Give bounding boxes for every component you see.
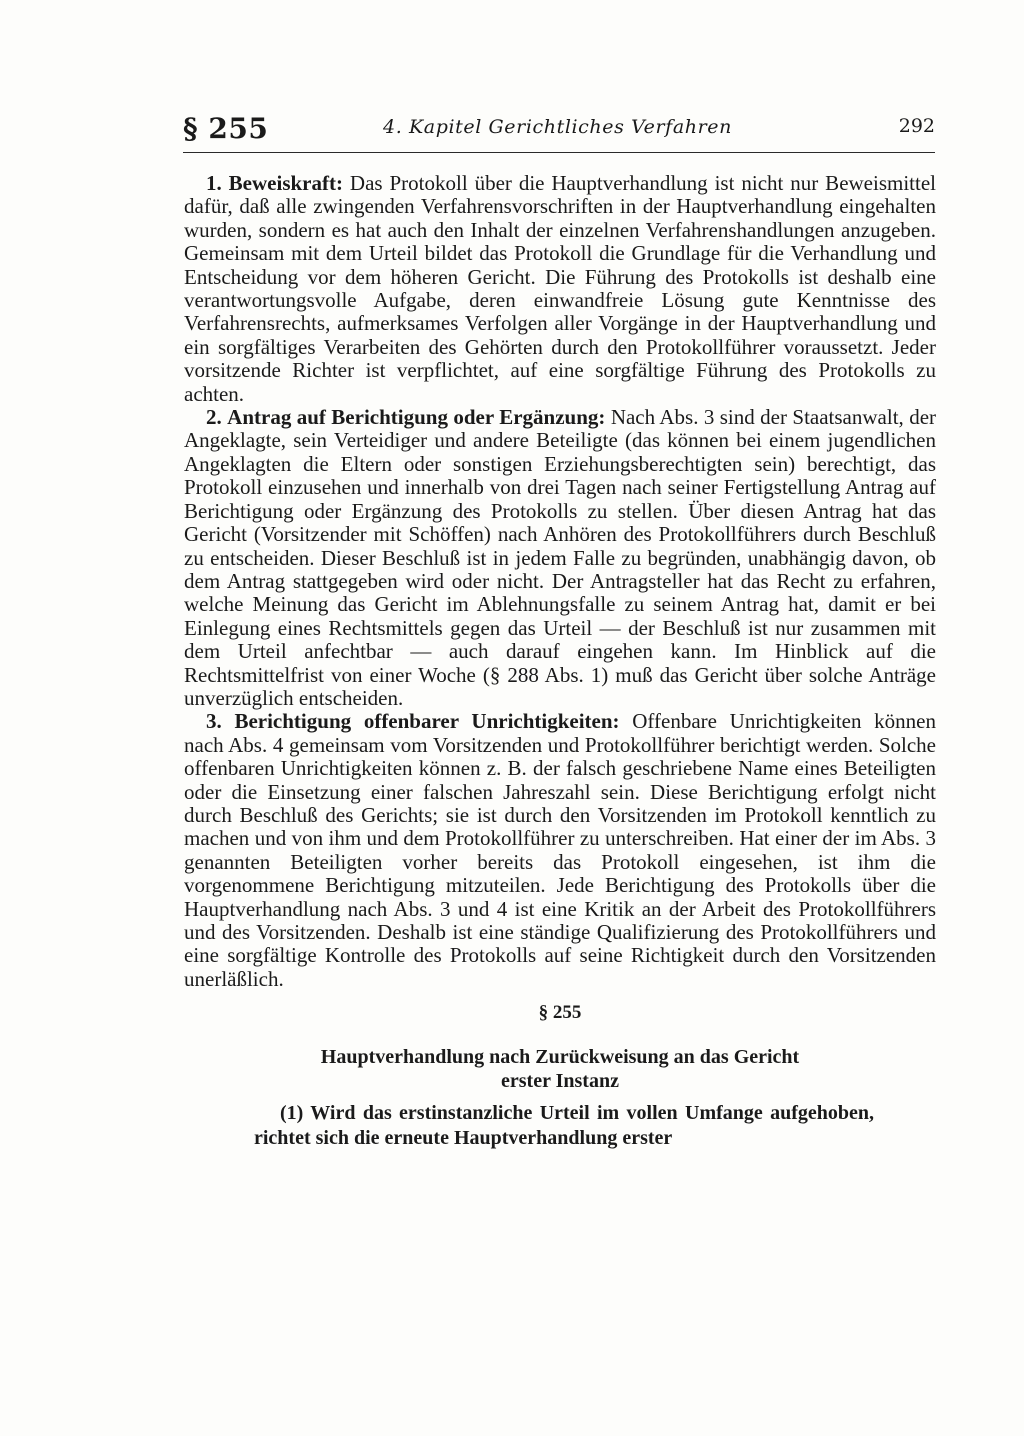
annotation-number: 1. <box>206 171 222 195</box>
section-title-line: erster Instanz <box>501 1069 619 1092</box>
annotation-text: Offenbare Unrichtigkeiten können nach Abs. 4 gemeinsam vom Vorsitzenden und Protokollführer berichtigt werden. Solche offenbaren Unrichtigkeiten können z. B. der falsch geschriebene Name eines Beteiligten oder die Einsetzung einer falschen Jahreszahl sein. Diese Berichtigung erfolgt nicht durch Beschluß des Gerichts; sie ist durch den Vorsitzenden im Protokoll kenntlich zu machen und von ihm und dem Protokollführer zu unterschreiben. Hat einer der im Abs. 3 genannten Beteiligten vorher bereits das Protokoll eingesehen, ist ihm die vorgenommene Berichtigung mitzuteilen. Jede Berichtigung des Protokolls über die Hauptverhandlung nach Abs. 3 und 4 ist eine Kritik an der Arbeit des Protokollführers und des Vorsitzenden. Deshalb ist eine ständige Qualifizierung des Protokollführers und eine sorgfältige Kontrolle des Protokolls auf seine Richtigkeit durch den Vorsitzenden unerläßlich. <box>184 709 936 991</box>
annotation-text: Nach Abs. 3 sind der Staatsanwalt, der Angeklagte, sein Verteidiger und andere Beteiligte (das können bei einem jugendlichen Angeklagten die Eltern oder sonstigen Erziehungsberechtigten sein) berechtigt, das Protokoll einzusehen und innerhalb von drei Tagen nach seiner Fertigstellung Antrag auf Berichtigung oder Ergänzung des Protokolls zu stellen. Über diesen Antrag hat das Gericht (Vorsitzender mit Schöffen) nach Anhören des Protokollführers durch Beschluß zu entscheiden. Dieser Beschluß ist in jedem Falle zu begründen, unabhängig davon, ob dem Antrag stattgegeben wird oder nicht. Der Antragsteller hat das Recht zu erfahren, welche Meinung das Gericht im Ablehnungsfalle zu seinem Antrag hat, damit er bei Einlegung eines Rechtsmittels gegen das Urteil — der Beschluß ist nur zusammen mit dem Urteil anfechtbar — auch darauf eingehen kann. Im Hinblick auf die Rechtsmittelfrist von einer Woche (§ 288 Abs. 1) muß das Gericht über solche Anträge unverzüglich entscheiden. <box>184 405 937 710</box>
section-number: § 255 <box>538 1002 582 1024</box>
page-number: 292 <box>898 115 935 137</box>
annotation-text: Das Protokoll über die Hauptverhandlung ist nicht nur Beweismittel dafür, daß alle zwingenden Verfahrensvorschriften in der Hauptverhandlung eingehalten wurden, sondern es hat auch den Inhalt der einzelnen Verfahrenshandlungen anzugeben. Gemeinsam mit dem Urteil bildet das Protokoll die Grundlage für die Verhandlung und Entscheidung vor dem höheren Gericht. Die Führung des Protokolls ist deshalb eine verantwortungsvolle Aufgabe, deren einwandfreie Lösung gute Kenntnisse des Verfahrensrechts, aufmerksames Verfolgen aller Vorgänge in der Hauptverhandlung und ein sorgfältiges Verarbeiten des Gehörten durch den Protokollführer voraussetzt. Jeder vorsitzende Richter ist verpflichtet, auf eine sorgfältige Führung des Protokolls zu achten. <box>184 171 937 406</box>
annotation-number: 2. <box>206 405 222 430</box>
header-chapter-title: 4. Kapitel Gerichtliches Verfahren <box>383 116 732 138</box>
law-text: (1) Wird das erstinstanzliche Urteil im vollen Umfange aufgehoben, richtet sich die erneute Hauptverhandlung erster <box>254 1101 874 1149</box>
annotation-number: 3. <box>206 709 222 734</box>
header-section-mark: § 255 <box>183 112 269 145</box>
page-body <box>184 172 936 1151</box>
annotation-paragraph <box>184 172 936 406</box>
annotation-paragraph <box>184 406 936 710</box>
annotation-title: Antrag auf Berichtigung oder Ergänzung: <box>227 405 606 430</box>
annotation-paragraph <box>184 710 936 991</box>
running-header <box>183 108 935 153</box>
annotation-title: Berichtigung offenbarer Unrichtigkeiten: <box>234 709 620 734</box>
section-title-line: Hauptverhandlung nach Zurückweisung an das Gericht <box>320 1045 800 1068</box>
section-title <box>250 1045 870 1093</box>
annotation-title: Beweiskraft: <box>228 171 343 195</box>
